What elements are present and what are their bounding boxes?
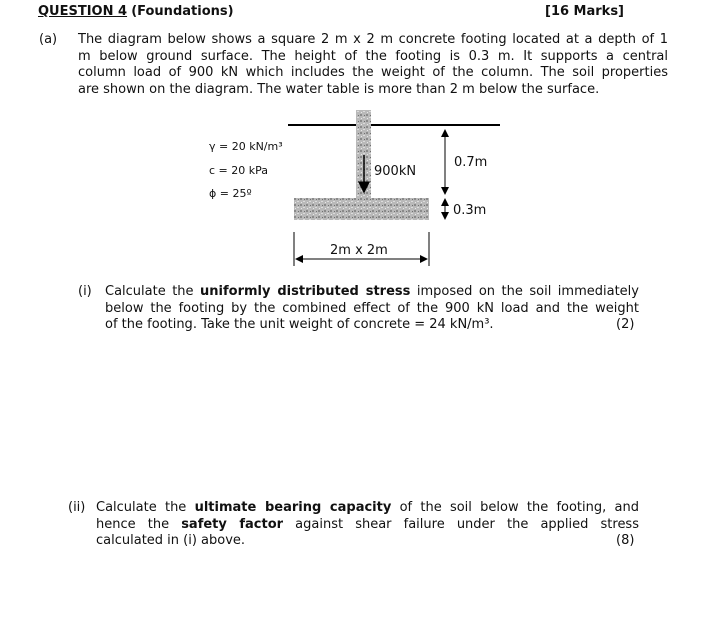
part-i-keyword: uniformly distributed stress (200, 284, 411, 299)
part-ii-keyword-sf: safety factor (181, 516, 284, 532)
part-ii-text: Calculate the ultimate bearing capacity of the soil below the footing, and hence the safety factor against shear failure under the applied stress calculated in (i) above. (96, 500, 639, 548)
cohesion-label: c = 20 kPa (209, 164, 269, 177)
part-a-line: The diagram below shows a square 2 m x 2 m concrete footing located at a depth of 1 (78, 32, 668, 47)
load-label: 900kN (374, 164, 417, 179)
part-ii-keyword-ubc: ultimate bearing capacity (194, 500, 392, 515)
height-label: 0.3m (453, 203, 487, 218)
part-ii-marks: (8) (616, 533, 635, 548)
part-i-label: (i) (78, 284, 92, 299)
question-topic: (Foundations) (131, 4, 234, 19)
part-a-line: are shown on the diagram. The water table is more than 2 m below the surface. (78, 81, 600, 97)
width-label: 2m x 2m (330, 243, 388, 258)
friction-angle-label: ϕ = 25º (209, 187, 252, 200)
part-i-text: Calculate the uniformly distributed stress imposed on the soil immediately below the footing by the combined effect of the 900 kN load and the weight of the footing. Take the unit weight of concrete = 24 kN/m³. (105, 284, 639, 332)
total-marks: [16 Marks] (545, 4, 625, 19)
footing (294, 198, 429, 220)
part-a-label: (a) (39, 32, 58, 47)
part-ii-label: (ii) (68, 500, 86, 515)
part-i-marks: (2) (616, 317, 635, 332)
part-a-line: m below ground surface. The height of the footing is 0.3 m. It supports a central (78, 48, 668, 64)
depth-label: 0.7m (454, 155, 488, 170)
question-number: QUESTION 4 (38, 4, 128, 19)
part-a-line: column load of 900 kN which includes the weight of the column. The soil properties (78, 65, 668, 80)
unit-weight-label: γ = 20 kN/m³ (209, 140, 283, 153)
